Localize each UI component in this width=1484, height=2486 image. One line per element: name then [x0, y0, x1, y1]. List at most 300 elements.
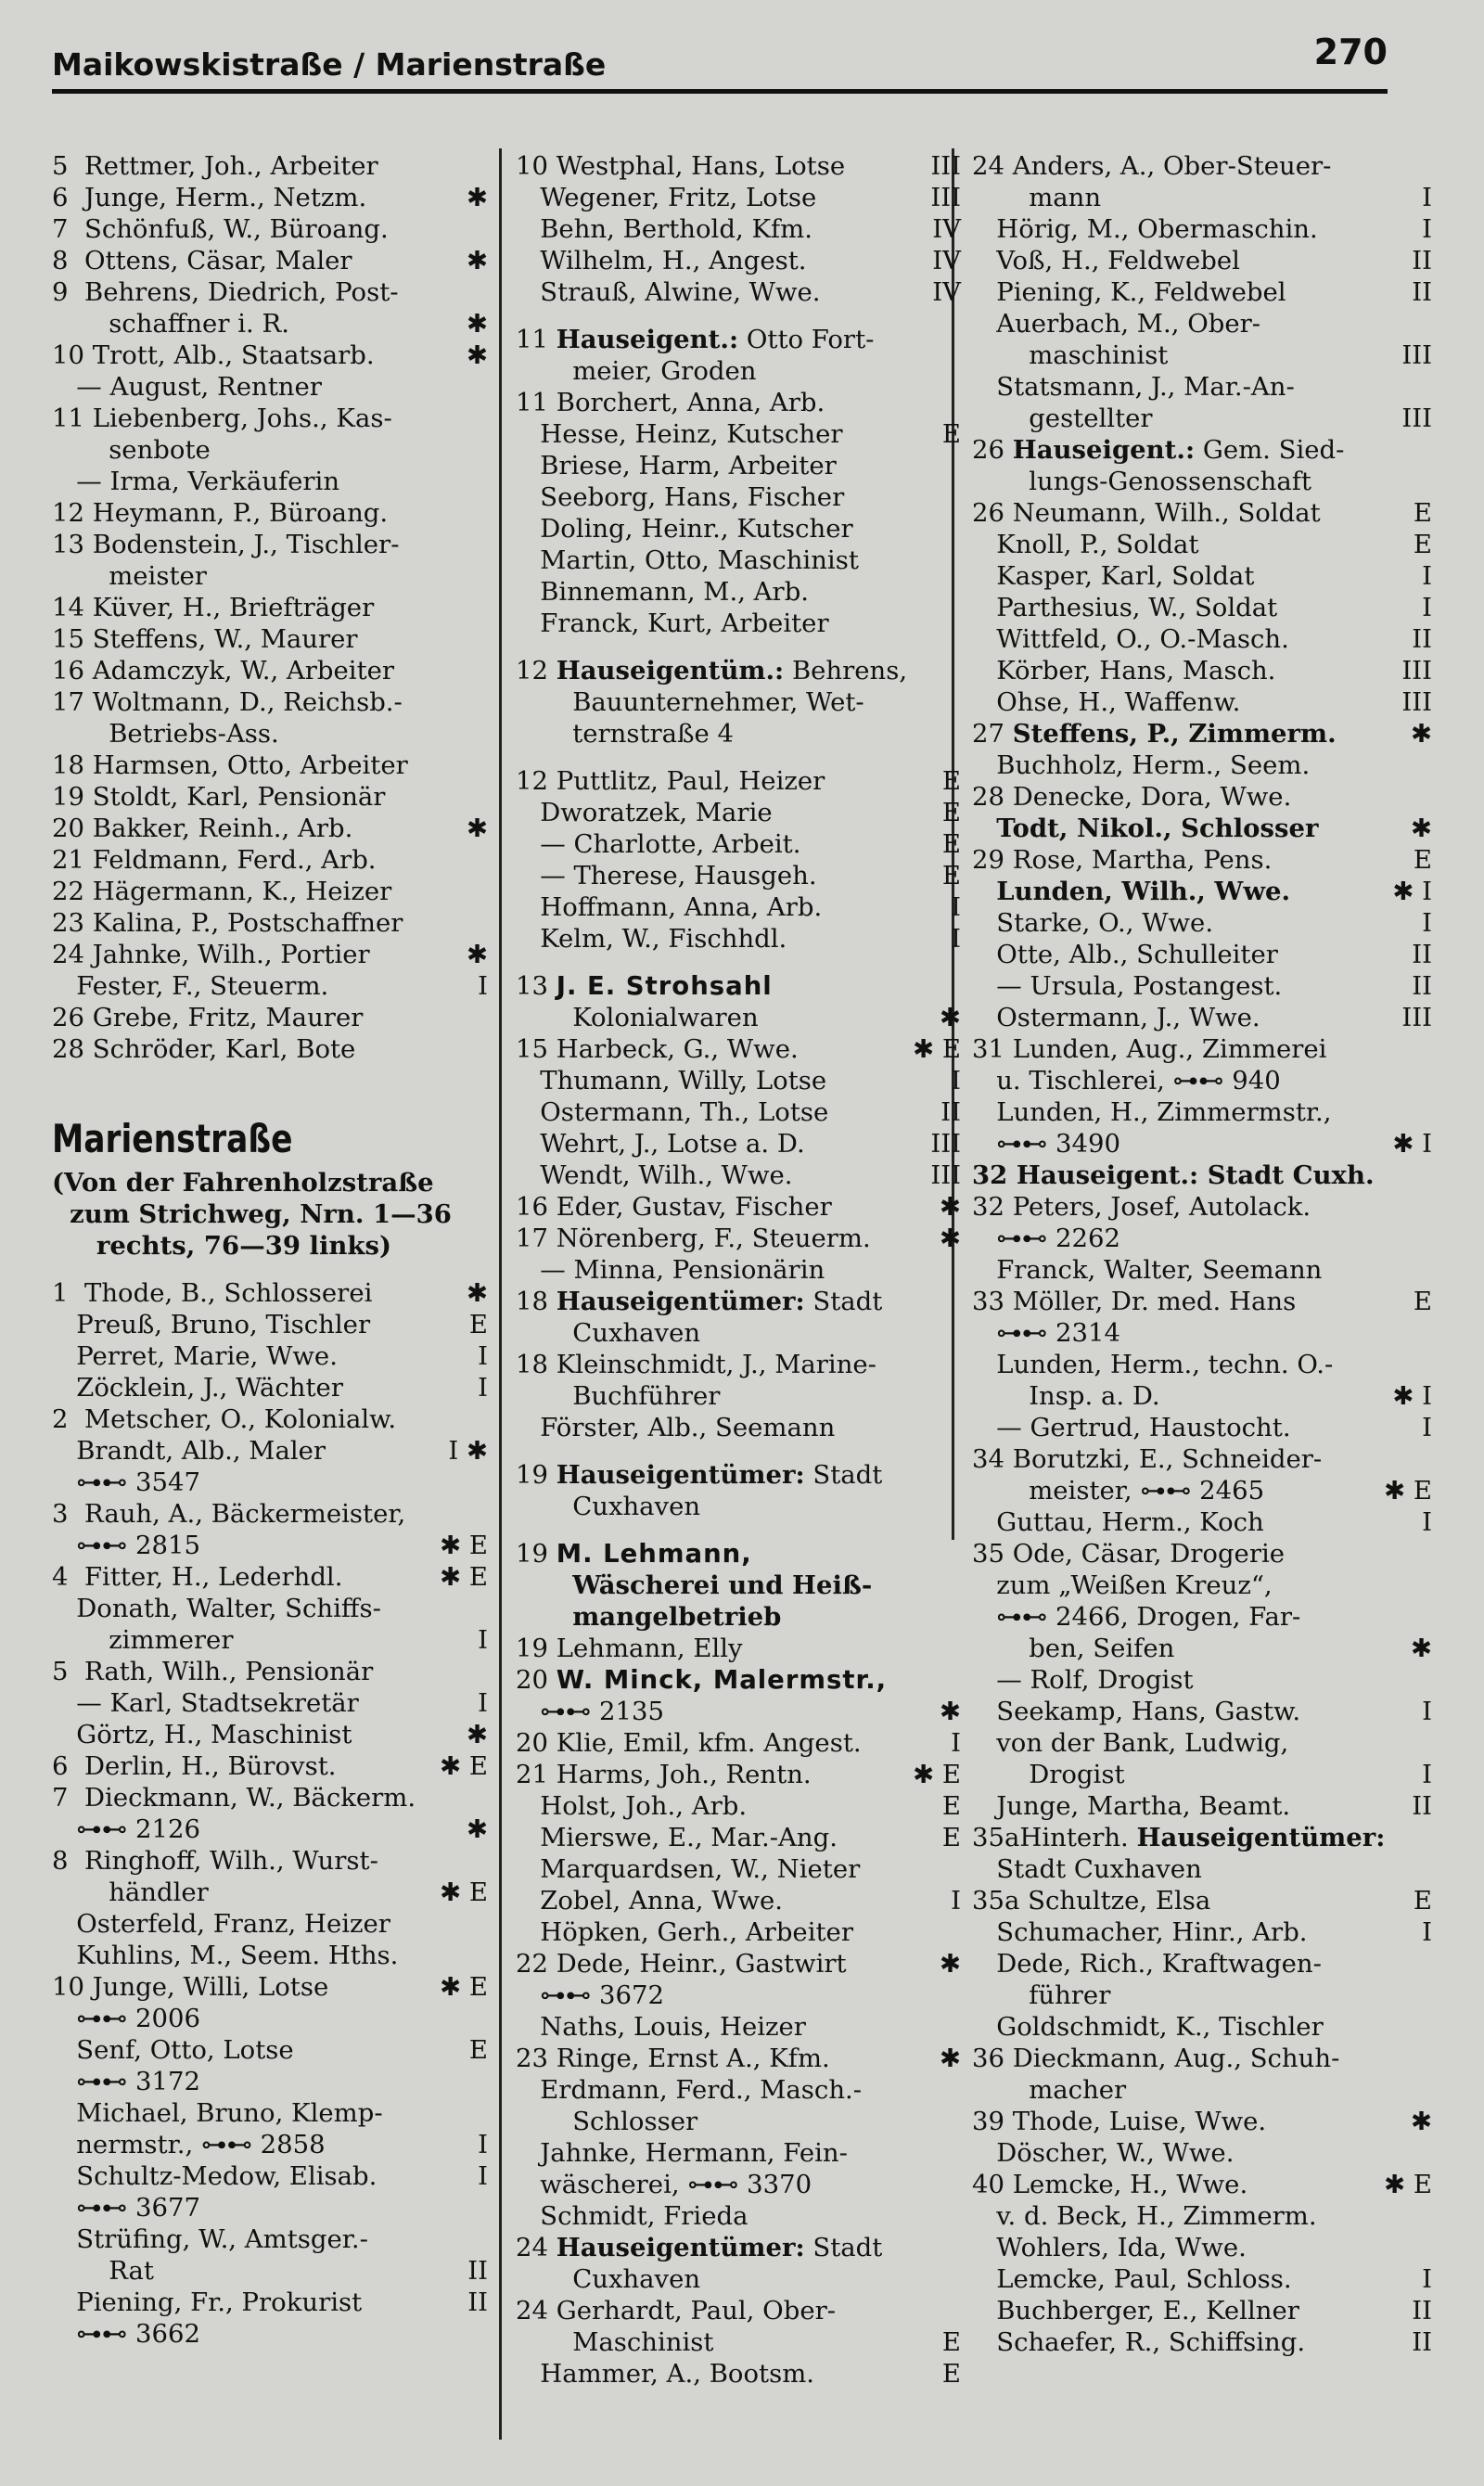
entry-text: Kelm, W., Fischhdl. — [516, 924, 787, 954]
directory-entry — [516, 686, 961, 718]
entry-text: Buchholz, Herm., Seem. — [972, 750, 1311, 780]
directory-entry — [52, 276, 488, 308]
directory-entry — [972, 340, 1432, 371]
entry-text: — Irma, Verkäuferin — [52, 467, 340, 496]
directory-entry — [972, 1033, 1432, 1065]
entry-marker: ✱ E — [1384, 1476, 1432, 1506]
directory-entry — [972, 276, 1432, 308]
directory-entry — [52, 213, 488, 245]
marienstrasse-entries — [516, 150, 961, 2390]
directory-entry — [52, 2160, 488, 2192]
directory-entry — [972, 1317, 1432, 1349]
entry-text: 32 Peters, Josef, Autolack. — [972, 1192, 1311, 1222]
directory-entry — [972, 2263, 1432, 2295]
entry-text: Schaefer, R., Schiffsing. — [972, 2327, 1306, 2357]
directory-entry — [516, 1065, 961, 1096]
directory-entry — [972, 1664, 1432, 1696]
directory-entry — [972, 2106, 1432, 2137]
directory-entry — [972, 1538, 1432, 1570]
directory-entry — [972, 213, 1432, 245]
entry-marker: I — [478, 971, 488, 1001]
directory-entry — [52, 466, 488, 497]
entry-text: 40 Lemcke, H., Wwe. — [972, 2170, 1248, 2199]
entry-marker: II — [940, 1097, 961, 1127]
entry-text: 10 Westphal, Hans, Lotse — [516, 151, 846, 181]
directory-entry — [516, 860, 961, 891]
entry-marker: I — [478, 2130, 488, 2159]
entry-text: Binnemann, M., Arb. — [516, 577, 810, 607]
section-description: rechts, 76—39 links) — [52, 1231, 391, 1261]
entry-marker: ✱ — [939, 1949, 961, 1979]
directory-entry — [516, 2263, 961, 2295]
directory-entry — [52, 1719, 488, 1750]
directory-entry — [972, 182, 1432, 213]
entry-marker: I — [951, 1728, 961, 1758]
entry-marker: I — [951, 1886, 961, 1916]
entry-text: Zobel, Anna, Wwe. — [516, 1886, 784, 1916]
directory-entry — [516, 2106, 961, 2137]
entry-text: ⊶⊷ 2135 — [516, 1697, 664, 1726]
entry-text: 35a Schultze, Elsa — [972, 1886, 1211, 1916]
directory-entry — [52, 308, 488, 340]
directory-entry — [972, 813, 1432, 844]
directory-entry — [972, 750, 1432, 781]
directory-entry — [52, 434, 488, 466]
entry-marker: ✱ E — [440, 1531, 488, 1560]
directory-entry — [972, 844, 1432, 876]
entry-text: 14 Küver, H., Briefträger — [52, 593, 375, 622]
entry-marker: E — [941, 419, 961, 449]
entry-text: Donath, Walter, Schiffs- — [52, 1594, 381, 1623]
directory-entry — [516, 213, 961, 245]
entry-text: 23 Kalina, P., Postschaffner — [52, 908, 403, 938]
directory-entry — [516, 450, 961, 481]
entry-text: 9 Behrens, Diedrich, Post- — [52, 277, 399, 307]
entry-marker: E — [1413, 1886, 1432, 1916]
entry-text: — Ursula, Postangest. — [972, 971, 1283, 1001]
directory-entry — [516, 718, 961, 750]
page-number: 270 — [1313, 32, 1388, 72]
directory-entry — [52, 1498, 488, 1530]
entry-text: Schlosser — [516, 2107, 698, 2136]
directory-entry — [972, 497, 1432, 529]
entry-text: Junge, Martha, Beamt. — [972, 1791, 1291, 1821]
entry-text: führer — [972, 1980, 1111, 2010]
directory-entry — [972, 1443, 1432, 1475]
entry-text: — Minna, Pensionärin — [516, 1255, 825, 1285]
directory-entry — [52, 497, 488, 529]
entry-text: 12 Hauseigentüm.: Behrens, — [516, 656, 908, 686]
directory-entry — [52, 560, 488, 592]
directory-entry — [972, 1601, 1432, 1633]
entry-text: Bauunternehmer, Wet- — [516, 687, 864, 717]
entry-text: Hammer, A., Bootsm. — [516, 2359, 815, 2389]
directory-entry — [516, 1822, 961, 1853]
directory-entry — [516, 2011, 961, 2043]
directory-entry — [516, 655, 961, 686]
entry-text: 5 Rettmer, Joh., Arbeiter — [52, 151, 378, 181]
directory-entry — [972, 371, 1432, 403]
entry-text: 6 Junge, Herm., Netzm. — [52, 183, 367, 212]
entry-text: — Charlotte, Arbeit. — [516, 829, 801, 859]
entry-text: Starke, O., Wwe. — [972, 908, 1214, 938]
directory-entry — [516, 765, 961, 797]
entry-text: Erdmann, Ferd., Masch.- — [516, 2075, 863, 2105]
marienstrasse-entries — [52, 1277, 488, 2350]
entry-marker: E — [941, 2359, 961, 2389]
entry-marker: E — [941, 766, 961, 796]
street-heading: Maikowskistraße / Marienstraße — [52, 46, 607, 83]
directory-entry — [972, 2043, 1432, 2074]
entry-text: Schumacher, Hinr., Arb. — [972, 1917, 1308, 1947]
directory-entry — [516, 1664, 961, 1696]
entry-text: Drogist — [972, 1760, 1125, 1789]
directory-entry — [516, 2074, 961, 2106]
directory-entry — [972, 1286, 1432, 1317]
section-title: Marienstraße — [52, 1116, 293, 1161]
entry-text: Zöcklein, J., Wächter — [52, 1373, 343, 1403]
entry-text: Buchführer — [516, 1381, 721, 1411]
directory-entry — [516, 276, 961, 308]
entry-text: Mierswe, E., Mar.-Ang. — [516, 1823, 838, 1852]
directory-entry — [972, 466, 1432, 497]
directory-entry — [52, 1435, 488, 1467]
entry-marker: I — [478, 1688, 488, 1718]
entry-text: Preuß, Bruno, Tischler — [52, 1310, 371, 1339]
entry-text: — Rolf, Drogist — [972, 1665, 1194, 1695]
entry-marker: I ✱ — [448, 1436, 488, 1466]
entry-marker: ✱ — [939, 1003, 961, 1032]
entry-text: Otte, Alb., Schulleiter — [972, 940, 1278, 969]
directory-entry — [972, 1853, 1432, 1885]
entry-marker: I — [951, 892, 961, 922]
directory-entry — [972, 1475, 1432, 1506]
entry-text: 18 Kleinschmidt, J., Marine- — [516, 1350, 876, 1379]
entry-text: 19 Stoldt, Karl, Pensionär — [52, 782, 386, 812]
directory-entry — [52, 1750, 488, 1782]
entry-marker: II — [1412, 940, 1432, 969]
entry-text: Ostermann, J., Wwe. — [972, 1003, 1260, 1032]
entry-marker: I — [1422, 1507, 1432, 1537]
directory-entry — [516, 1191, 961, 1223]
entry-marker: E — [1413, 845, 1432, 875]
directory-entry — [972, 403, 1432, 434]
directory-entry — [52, 2066, 488, 2097]
directory-entry — [52, 2223, 488, 2255]
entry-text: Hoffmann, Anna, Arb. — [516, 892, 823, 922]
entry-text: Wendt, Wilh., Wwe. — [516, 1160, 793, 1190]
entry-text: Lunden, Herm., techn. O.- — [972, 1350, 1334, 1379]
maikowskistrasse-entries — [52, 150, 488, 1065]
entry-text: 15 Steffens, W., Maurer — [52, 624, 358, 654]
entry-text: 3 Rauh, A., Bäckermeister, — [52, 1499, 406, 1529]
directory-entry — [516, 387, 961, 418]
directory-entry — [516, 1948, 961, 1980]
directory-entry — [972, 1790, 1432, 1822]
directory-entry — [972, 876, 1432, 907]
directory-entry — [516, 1570, 961, 1601]
entry-text: — Therese, Hausgeh. — [516, 861, 817, 891]
entry-marker: I — [1422, 1413, 1432, 1442]
directory-entry — [52, 2003, 488, 2034]
directory-entry — [972, 2011, 1432, 2043]
directory-entry — [972, 781, 1432, 813]
entry-text: 4 Fitter, H., Lederhdl. — [52, 1562, 343, 1592]
entry-marker: ✱ — [1410, 814, 1432, 843]
directory-entry — [52, 876, 488, 907]
directory-entry — [516, 1491, 961, 1522]
directory-entry — [52, 1624, 488, 1656]
marienstrasse-entries — [972, 150, 1432, 2358]
entry-text: — August, Rentner — [52, 372, 322, 402]
entry-text: Körber, Hans, Masch. — [972, 656, 1276, 686]
entry-text: Behn, Berthold, Kfm. — [516, 214, 812, 244]
directory-entry — [516, 1759, 961, 1790]
directory-entry — [52, 623, 488, 655]
entry-text: mangelbetrieb — [572, 1602, 782, 1632]
directory-entry — [972, 1191, 1432, 1223]
entry-text: 17 Nörenberg, F., Steuerm. — [516, 1224, 871, 1253]
column-divider — [499, 148, 502, 2440]
directory-entry — [52, 750, 488, 781]
directory-entry — [972, 718, 1432, 750]
entry-text: Brandt, Alb., Maler — [52, 1436, 326, 1466]
entry-text: Cuxhaven — [516, 2264, 701, 2294]
entry-text: ⊶⊷ 3547 — [52, 1467, 200, 1497]
directory-entry — [516, 2232, 961, 2263]
entry-marker: ✱ E — [913, 1760, 961, 1789]
entry-text: — Karl, Stadtsekretär — [52, 1688, 359, 1718]
entry-marker: ✱ — [466, 1720, 488, 1749]
directory-entry — [52, 1940, 488, 1971]
directory-entry — [52, 655, 488, 686]
directory-entry — [52, 1971, 488, 2003]
directory-entry — [972, 1885, 1432, 1916]
entry-text: Michael, Bruno, Klemp- — [52, 2098, 383, 2128]
directory-entry — [972, 1727, 1432, 1759]
entry-marker: I — [478, 1373, 488, 1403]
entry-text: mann — [972, 183, 1102, 212]
entry-marker: I — [478, 1625, 488, 1655]
entry-text: 24 Hauseigentümer: Stadt — [516, 2233, 883, 2262]
entry-text: ⊶⊷ 3172 — [52, 2067, 200, 2096]
entry-marker: E — [1413, 530, 1432, 559]
entry-marker: ✱ E — [440, 1562, 488, 1592]
entry-text: 18 Hauseigentümer: Stadt — [516, 1287, 883, 1316]
entry-marker: IV — [932, 246, 961, 276]
directory-entry — [972, 970, 1432, 1002]
entry-marker: I — [951, 1066, 961, 1096]
directory-entry — [52, 1309, 488, 1340]
entry-marker: ✱ — [939, 1697, 961, 1726]
entry-text: 32 Hauseigent.: Stadt Cuxh. — [972, 1160, 1375, 1190]
directory-entry — [516, 150, 961, 182]
entry-marker: ✱ I — [1392, 1381, 1432, 1411]
directory-entry — [52, 1877, 488, 1908]
directory-entry — [52, 1687, 488, 1719]
entry-marker: ✱ E — [440, 1751, 488, 1781]
entry-marker: III — [930, 151, 961, 181]
entry-text: 36 Dieckmann, Aug., Schuh- — [972, 2044, 1340, 2073]
directory-entry — [52, 2255, 488, 2287]
entry-text: Wehrt, J., Lotse a. D. — [516, 1129, 805, 1159]
directory-entry — [52, 1908, 488, 1940]
entry-marker: ✱ — [1410, 2107, 1432, 2136]
column-3 — [972, 150, 1432, 2358]
directory-entry — [972, 434, 1432, 466]
entry-text: ⊶⊷ 3677 — [52, 2193, 200, 2223]
entry-marker: III — [1401, 340, 1432, 370]
entry-text: Briese, Harm, Arbeiter — [516, 451, 837, 481]
entry-text: Wäscherei und Heiß- — [572, 1570, 873, 1600]
directory-entry — [52, 1467, 488, 1498]
directory-entry — [52, 939, 488, 970]
entry-marker: I — [1422, 561, 1432, 591]
entry-text: 2 Metscher, O., Kolonialw. — [52, 1404, 397, 1434]
directory-entry — [972, 2169, 1432, 2200]
entry-marker: I — [1422, 2264, 1432, 2294]
entry-text: ben, Seifen — [972, 1634, 1175, 1663]
entry-marker: III — [1401, 687, 1432, 717]
entry-marker: II — [1412, 624, 1432, 654]
entry-text: Wohlers, Ida, Wwe. — [972, 2233, 1247, 2262]
entry-marker: II — [1412, 1791, 1432, 1821]
directory-entry — [972, 907, 1432, 939]
directory-entry — [52, 844, 488, 876]
entry-text: Schultz-Medow, Elisab. — [52, 2161, 377, 2191]
directory-entry — [52, 1277, 488, 1309]
entry-text: 33 Möller, Dr. med. Hans — [972, 1287, 1297, 1316]
directory-entry — [52, 1656, 488, 1687]
directory-entry — [516, 513, 961, 545]
entry-marker: III — [1401, 656, 1432, 686]
entry-text: Doling, Heinr., Kutscher — [516, 514, 853, 544]
entry-text: Todt, Nikol., Schlosser — [996, 814, 1319, 843]
entry-text: 11 Borchert, Anna, Arb. — [516, 388, 825, 417]
entry-marker: III — [1401, 1003, 1432, 1032]
entry-marker: ✱ — [466, 183, 488, 212]
directory-entry — [972, 939, 1432, 970]
directory-entry — [52, 2287, 488, 2318]
directory-entry — [516, 2043, 961, 2074]
directory-entry — [972, 245, 1432, 276]
entry-marker: ✱ I — [1392, 877, 1432, 906]
entry-text: 20 Bakker, Reinh., Arb. — [52, 814, 353, 843]
entry-text: 19 Hauseigentümer: Stadt — [516, 1460, 883, 1490]
directory-entry — [52, 150, 488, 182]
directory-entry — [52, 1813, 488, 1845]
entry-text: 7 Dieckmann, W., Bäckerm. — [52, 1783, 416, 1813]
entry-text: meister, ⊶⊷ 2465 — [972, 1476, 1265, 1506]
entry-marker: II — [1412, 277, 1432, 307]
directory-entry — [516, 828, 961, 860]
entry-text: Parthesius, W., Soldat — [972, 593, 1278, 622]
entry-text: Wilhelm, H., Angest. — [516, 246, 807, 276]
directory-entry — [972, 2074, 1432, 2106]
directory-entry — [52, 718, 488, 750]
entry-marker: III — [930, 183, 961, 212]
entry-text: Perret, Marie, Wwe. — [52, 1341, 338, 1371]
directory-entry — [972, 560, 1432, 592]
entry-text: 15 Harbeck, G., Wwe. — [516, 1034, 799, 1064]
entry-marker: II — [467, 2256, 488, 2286]
directory-entry — [516, 2358, 961, 2390]
entry-text: 21 Harms, Joh., Rentn. — [516, 1760, 812, 1789]
entry-text: Voß, H., Feldwebel — [972, 246, 1240, 276]
entry-marker: ✱ — [939, 1224, 961, 1253]
entry-marker: II — [1412, 246, 1432, 276]
entry-marker: ✱ — [1410, 1634, 1432, 1663]
entry-marker: E — [941, 1791, 961, 1821]
entry-text: lungs-Genossenschaft — [972, 467, 1311, 496]
directory-entry — [972, 1349, 1432, 1380]
directory-entry — [52, 2192, 488, 2223]
entry-marker: E — [941, 861, 961, 891]
page-header — [52, 26, 1388, 94]
directory-entry — [52, 1593, 488, 1624]
entry-text: gestellter — [972, 404, 1153, 433]
directory-entry — [52, 970, 488, 1002]
directory-entry — [972, 150, 1432, 182]
entry-text: Strüfing, W., Amtsger.- — [52, 2224, 368, 2254]
entry-text: ⊶⊷ 2126 — [52, 1814, 200, 1844]
entry-marker: ✱ — [939, 1192, 961, 1222]
directory-entry — [972, 1822, 1432, 1853]
entry-text: 24 Gerhardt, Paul, Ober- — [516, 2296, 837, 2326]
entry-text: Osterfeld, Franz, Heizer — [52, 1909, 390, 1939]
column-1 — [52, 150, 488, 2350]
entry-text: 8 Ottens, Cäsar, Maler — [52, 246, 352, 276]
directory-entry — [972, 2295, 1432, 2326]
directory-entry — [52, 1530, 488, 1561]
directory-entry — [516, 1002, 961, 1033]
entry-text: Hesse, Heinz, Kutscher — [516, 419, 843, 449]
entry-text: Stadt Cuxhaven — [972, 1854, 1202, 1884]
entry-marker: IV — [932, 214, 961, 244]
entry-text: 22 Hägermann, K., Heizer — [52, 877, 392, 906]
directory-entry — [972, 1759, 1432, 1790]
entry-text: Hörig, M., Obermaschin. — [972, 214, 1318, 244]
entry-text: Görtz, H., Maschinist — [52, 1720, 352, 1749]
entry-text: 16 Eder, Gustav, Fischer — [516, 1192, 832, 1222]
directory-entry — [972, 529, 1432, 560]
directory-entry — [52, 1845, 488, 1877]
entry-text: Lemcke, Paul, Schloss. — [972, 2264, 1292, 2294]
directory-entry — [52, 1372, 488, 1403]
entry-text: Höpken, Gerh., Arbeiter — [516, 1917, 853, 1947]
entry-text: Kolonialwaren — [516, 1003, 759, 1032]
directory-entry — [516, 324, 961, 355]
directory-entry — [516, 1254, 961, 1286]
entry-text: Kuhlins, M., Seem. Hths. — [52, 1941, 399, 1970]
directory-entry — [516, 797, 961, 828]
entry-marker: ✱ — [939, 2044, 961, 2073]
directory-entry — [52, 907, 488, 939]
entry-marker: I — [1422, 1917, 1432, 1947]
entry-text: Piening, Fr., Prokurist — [52, 2287, 363, 2317]
entry-text: zum „Weißen Kreuz“, — [972, 1570, 1273, 1600]
directory-entry — [516, 2295, 961, 2326]
entry-text: 23 Ringe, Ernst A., Kfm. — [516, 2044, 830, 2073]
directory-entry — [516, 245, 961, 276]
entry-text: 28 Schröder, Karl, Bote — [52, 1034, 356, 1064]
directory-entry — [516, 1885, 961, 1916]
entry-text: schaffner i. R. — [52, 309, 289, 339]
entry-marker: E — [468, 1310, 488, 1339]
entry-text: ⊶⊷ 2466, Drogen, Far- — [972, 1602, 1301, 1632]
directory-entry — [972, 2326, 1432, 2358]
entry-text: 26 Grebe, Fritz, Maurer — [52, 1003, 364, 1032]
